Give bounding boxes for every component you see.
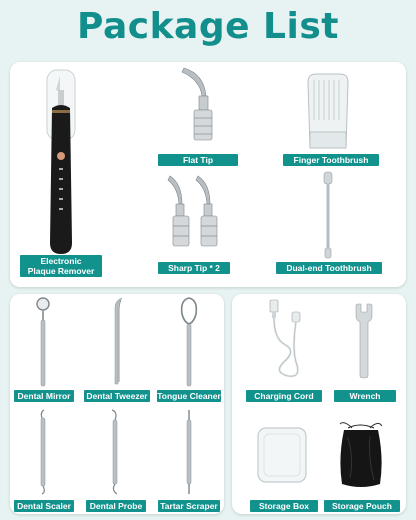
label-sharp-tip: Sharp Tip * 2: [158, 262, 230, 274]
label-dental-mirror: Dental Mirror: [14, 390, 74, 402]
tartar-scraper-image: [182, 408, 196, 496]
dental-scaler-image: [36, 408, 50, 496]
label-charging-cord: Charging Cord: [246, 390, 322, 402]
sharp-tip-image: [164, 174, 230, 260]
finger-toothbrush-image: [300, 72, 356, 152]
tongue-cleaner-image: [178, 296, 200, 388]
label-wrench: Wrench: [334, 390, 396, 402]
storage-box-image: [254, 424, 310, 486]
label-finger-toothbrush: Finger Toothbrush: [283, 154, 379, 166]
charging-cord-image: [262, 298, 310, 380]
dental-mirror-image: [34, 296, 52, 388]
label-storage-pouch: Storage Pouch: [324, 500, 400, 512]
label-dental-tweezer: Dental Tweezer: [84, 390, 150, 402]
wrench-image: [352, 302, 376, 380]
label-dental-probe: Dental Probe: [86, 500, 146, 512]
label-dental-scaler: Dental Scaler: [14, 500, 74, 512]
label-storage-box: Storage Box: [250, 500, 318, 512]
label-flat-tip: Flat Tip: [158, 154, 238, 166]
dental-probe-image: [108, 408, 122, 496]
storage-pouch-image: [330, 418, 392, 492]
dental-tweezer-image: [106, 296, 128, 388]
plaque-remover-image: [38, 68, 84, 258]
label-tongue-cleaner: Tongue Cleaner: [157, 391, 221, 401]
label-dual-end-toothbrush: Dual-end Toothbrush: [276, 262, 382, 274]
label-tartar-scraper: Tartar Scraper: [158, 500, 220, 512]
page-title: Package List: [77, 6, 339, 47]
dual-end-toothbrush-image: [318, 170, 338, 260]
label-plaque-remover: Electronic Plaque Remover: [20, 255, 102, 277]
flat-tip-image: [172, 66, 222, 152]
